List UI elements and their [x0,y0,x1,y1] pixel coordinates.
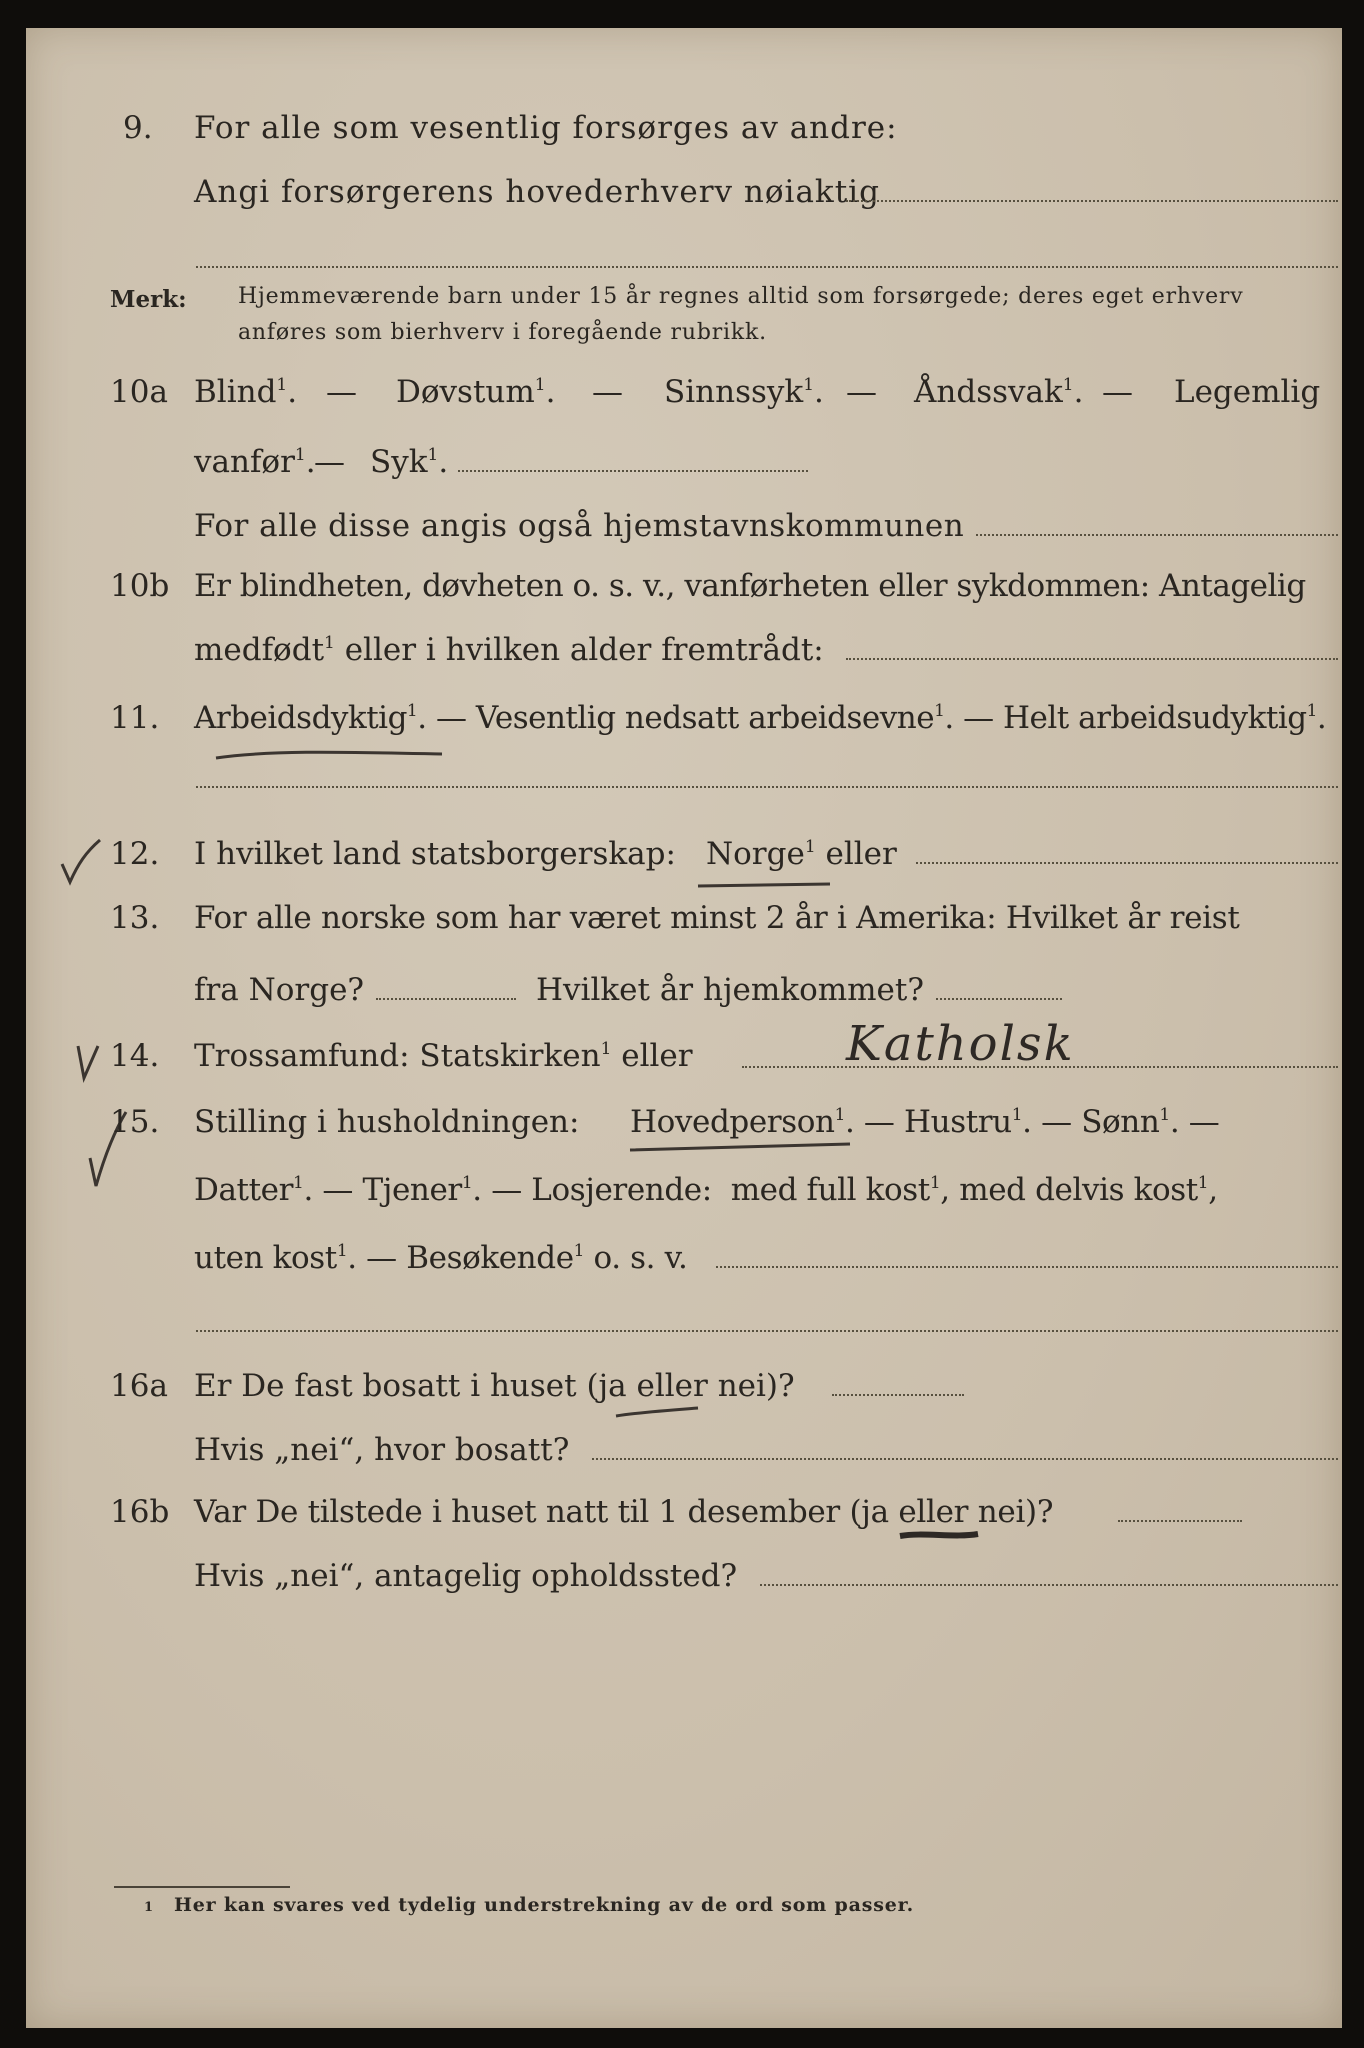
q10a-vanfor: vanfør$^1$. [194,444,316,480]
q15-options-1: Hovedperson$^1$. — Hustru$^1$. — Sønn$^1$. — [630,1104,1220,1140]
q14-number: 14. [110,1038,160,1074]
merk-line-2: anføres som bierhverv i foregående rubrikk. [238,320,767,345]
q11-number: 11. [110,700,160,736]
q10a-blind: Blind$^1$. [194,374,298,410]
q10a-syk: Syk$^1$. [370,444,449,480]
q9-answer-line-2[interactable] [196,266,1338,268]
q13-hjemkommet-line[interactable] [936,998,1062,1000]
q12-check-mark [56,834,106,894]
q16b-opphold-label: Hvis „nei“, antagelig opholdssted? [194,1558,738,1594]
q11-handwritten-underline [212,740,452,770]
q9-number: 9. [123,110,153,146]
q13-question: For alle norske som har været minst 2 år i Amerika: Hvilket år reist [194,900,1240,936]
q16a-handwritten-underline [612,1404,702,1424]
q10a-andssvak: Åndssvak$^1$. [914,374,1084,410]
footnote-divider [114,1886,290,1888]
q15-options-3: uten kost$^1$. — Besøkende$^1$ o. s. v. [194,1240,688,1276]
q9-instruction: Angi forsørgerens hovederhverv nøiaktig [194,174,880,210]
census-form-page [26,28,1342,2028]
q12-answer-line[interactable] [916,862,1338,864]
q13-hjemkommet-label: Hvilket år hjemkommet? [536,972,924,1008]
q10a-number: 10a [110,374,168,410]
q10a-dash-4: — [1102,374,1133,410]
merk-label: Merk: [110,286,187,313]
q12-handwritten-underline [694,876,834,896]
q10a-hjemstavn-label: For alle disse angis også hjemstavnskommunen [194,508,965,544]
q10a-hjemstavn-line[interactable] [976,534,1338,536]
q16b-question: Var De tilstede i huset natt til 1 desember (ja eller nei)? [194,1494,1054,1530]
q15-answer-line-2[interactable] [196,1330,1338,1332]
q12-option-norge: Norge$^1$ eller [706,836,897,872]
q10a-answer-line[interactable] [458,470,808,472]
q16b-opphold-line[interactable] [760,1584,1338,1586]
q16b-answer-line[interactable] [1118,1520,1242,1522]
q15-answer-line[interactable] [716,1266,1338,1268]
q10b-answer-line[interactable] [846,658,1338,660]
q13-reist-label: fra Norge? [194,972,365,1008]
q15-label: Stilling i husholdningen: [194,1104,580,1140]
q16a-bosatt-label: Hvis „nei“, hvor bosatt? [194,1432,570,1468]
footnote-text: Her kan svares ved tydelig understrekning av de ord som passer. [174,1894,915,1916]
q10a-dash-5: — [314,444,345,480]
q14-label: Trossamfund: Statskirken$^1$ eller [194,1038,693,1074]
q10b-question: Er blindheten, døvheten o. s. v., vanførheten eller sykdommen: Antagelig [194,568,1306,604]
q16a-answer-line[interactable] [832,1394,964,1396]
q10b-number: 10b [110,568,170,604]
footnote-mark: 1 [144,1900,154,1915]
q14-handwritten-answer: Katholsk [846,1016,1075,1072]
q15-options-2: Datter$^1$. — Tjener$^1$. — Losjerende: med full kost$^1$, med delvis kost$^1$, [194,1172,1218,1208]
q16a-bosatt-line[interactable] [592,1458,1338,1460]
q16b-number: 16b [110,1494,170,1530]
q15-handwritten-underline [626,1140,856,1160]
q10a-dovstum: Døvstum$^1$. [396,374,556,410]
q11-options: Arbeidsdyktig$^1$. — Vesentlig nedsatt arbeidsevne$^1$. — Helt arbeidsudyktig$^1$. [194,700,1327,736]
q16a-number: 16a [110,1368,168,1404]
q10a-dash-1: — [326,374,357,410]
q11-answer-line[interactable] [196,786,1338,788]
q10b-question-2: medfødt$^1$ eller i hvilken alder fremtrådt: [194,632,824,668]
q16a-question: Er De fast bosatt i huset (ja eller nei)? [194,1368,795,1404]
merk-line-1: Hjemmeværende barn under 15 år regnes alltid som forsørgede; deres eget erhverv [238,284,1244,309]
q10a-dash-3: — [846,374,877,410]
q14-check-mark [70,1038,110,1088]
q12-number: 12. [110,836,160,872]
q10a-dash-2: — [592,374,623,410]
q13-reist-line[interactable] [376,998,516,1000]
q12-question: I hvilket land statsborgerskap: [194,836,676,872]
q10a-legemlig: Legemlig [1174,374,1321,410]
q15-number: 15. [110,1104,160,1140]
q9-answer-line[interactable] [846,200,1338,202]
q10a-sinnssyk: Sinnssyk$^1$. [664,374,824,410]
q16b-handwritten-mark [894,1526,984,1550]
q13-number: 13. [110,900,160,936]
q9-question: For alle som vesentlig forsørges av andre: [194,110,898,146]
